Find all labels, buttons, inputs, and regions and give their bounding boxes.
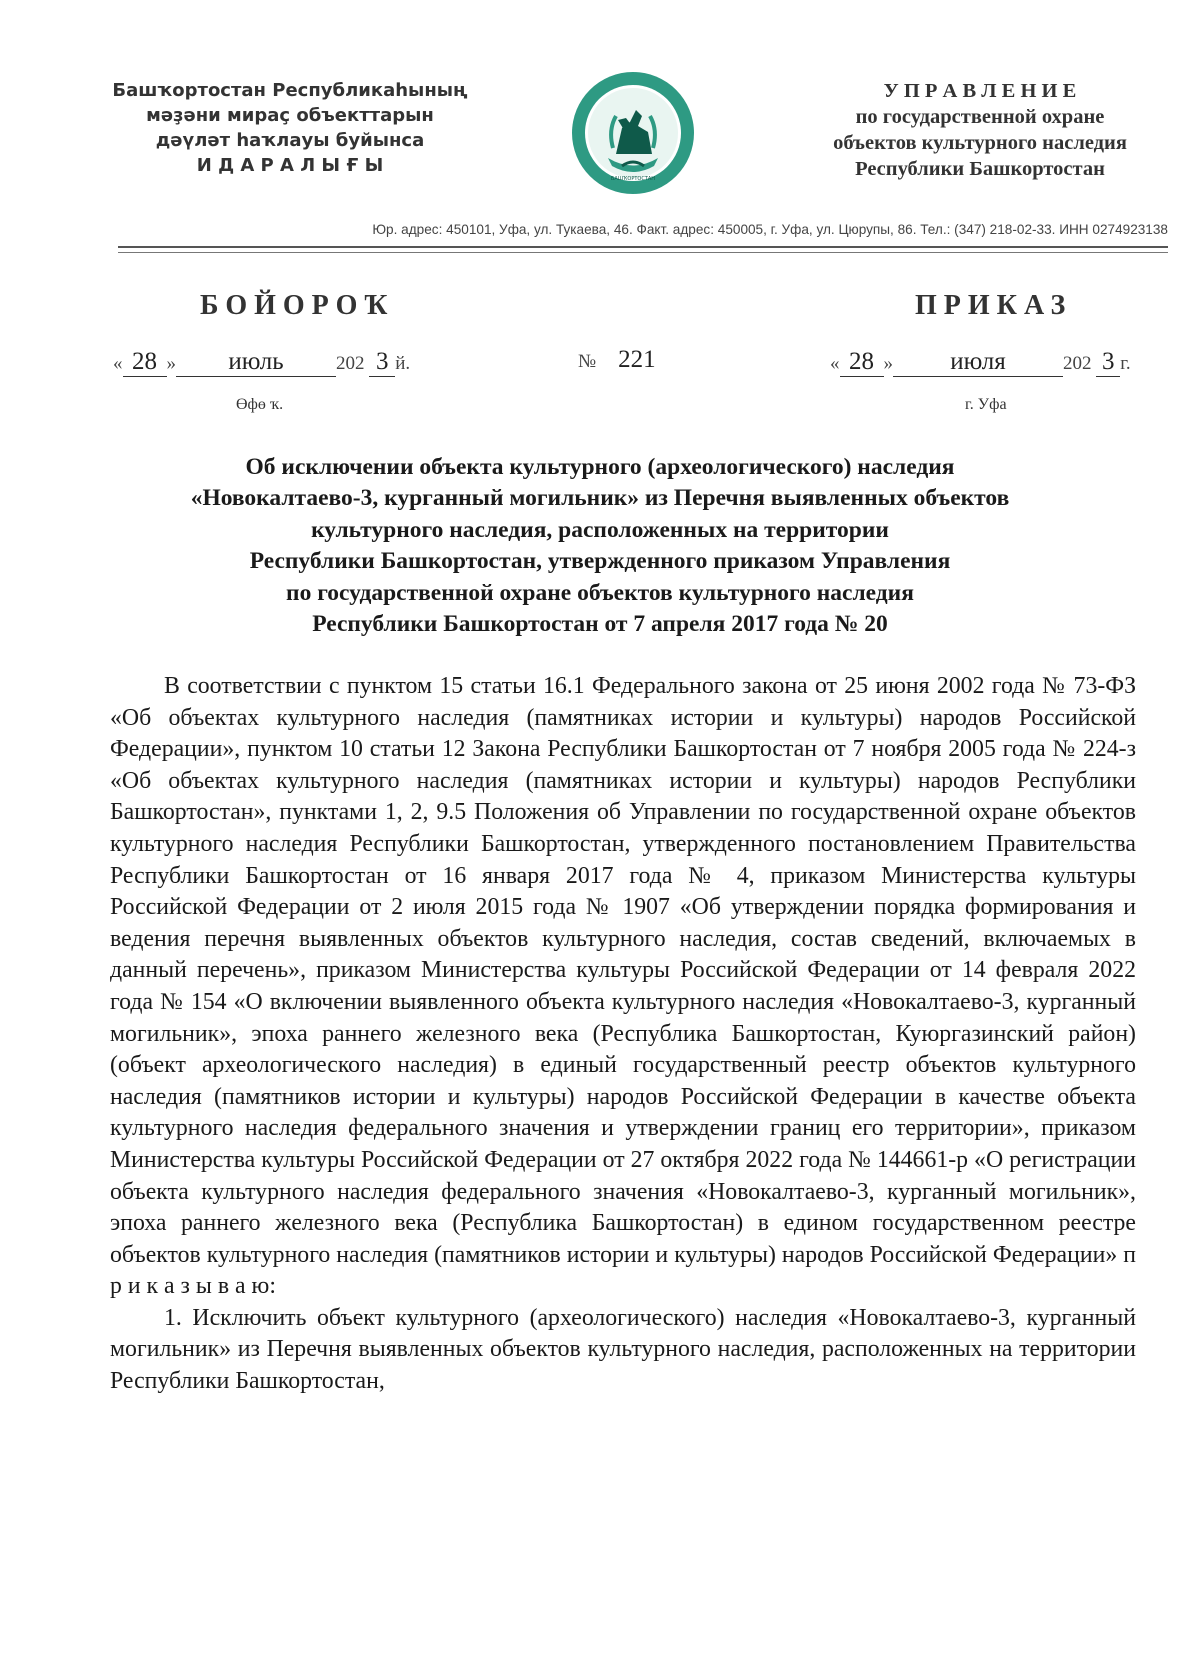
issuer-name-russian bbox=[790, 78, 1170, 182]
order-number bbox=[578, 346, 656, 374]
clause-1-paragraph: 1. Исключить объект культурного (археологического) наследия «Новокалтаево-3, курганный могильник» из Перечня выявленных объектов культурного наследия, расположенных на территории Республики Башкортостан, bbox=[110, 1304, 1136, 1395]
issuer-line: мәҙәни мираҫ объекттарын bbox=[146, 105, 434, 126]
year-prefix: 202 bbox=[1063, 353, 1092, 374]
issuer-line: И Д А Р А Л Ы Ғ Ы bbox=[196, 155, 384, 176]
quote-close: » bbox=[883, 353, 893, 374]
title-line: по государственной охране объектов культурного наследия bbox=[286, 579, 914, 606]
year-digit: 3 bbox=[1096, 348, 1120, 377]
requisites-line: Юр. адрес: 450101, Уфа, ул. Тукаева, 46. Факт. адрес: 450005, г. Уфа, ул. Цюрупы, 86. Тел.: (347) 218-02-33. ИНН 0274923138 bbox=[372, 222, 1168, 237]
issuer-line: Республики Башкортостан bbox=[855, 158, 1105, 180]
issuer-line: У П Р А В Л Е Н И Е bbox=[883, 80, 1077, 102]
emblem-icon bbox=[570, 70, 696, 196]
preamble-paragraph: В соответствии с пунктом 15 статьи 16.1 Федерального закона от 25 июня 2002 года № 73-ФЗ «Об объектах культурного наследия (памятниках истории и культуры) народов Российской Федерации», пунктом 10 статьи 12 Закона Республики Башкортостан от 7 ноября 2005 года № 224-з «Об объектах культурного наследия (памятниках истории и культуры) народов Республики Башкортостан», пунктами 1, 2, 9.5 Положения об Управлении по государственной охране объектов культурного наследия Республики Башкортостан, утвержденного постановлением Правительства Республики Башкортостан от 16 января 2017 года № 4, приказом Министерства культуры Российской Федерации от 2 июля 2015 года № 1907 «Об утверждении порядка формирования и ведения перечня выявленных объектов культурного наследия, состав сведений, включаемых в данный перечень», приказом Министерства культуры Российской Федерации от 14 февраля 2022 года № 154 «О включении выявленного объекта культурного наследия «Новокалтаево-3, курганный могильник», эпоха раннего железного века (Республика Башкортостан, Куюргазинский район) (объект археологического наследия) в единый государственный реестр объектов культурного наследия (памятников истории и культуры) народов Российской Федерации в качестве объекта культурного наследия федерального значения и утверждении границ его территории», приказом Министерства культуры Российской Федерации от 27 октября 2022 года № 144661-р «О регистрации объекта культурного наследия федерального значения «Новокалтаево-3, курганный могильник», эпоха раннего железного века (Республика Башкортостан) в едином государственном реестре объектов культурного наследия (памятников истории и культуры) народов Российской Федерации» п р и к а з ы в а ю: bbox=[110, 673, 1136, 1300]
issuer-name-bashkir bbox=[95, 78, 485, 178]
emblem-caption: БАШҠОРТОСТАН bbox=[610, 176, 656, 182]
doc-type-bashkir: БОЙОРОҠ bbox=[200, 290, 395, 321]
date-day: 28 bbox=[123, 348, 167, 377]
title-line: Об исключении объекта культурного (археологического) наследия bbox=[245, 454, 955, 480]
number-sign: № bbox=[578, 351, 597, 372]
issuer-line: объектов культурного наследия bbox=[833, 132, 1127, 154]
date-suffix: й. bbox=[395, 353, 411, 374]
header-divider bbox=[118, 246, 1168, 248]
quote-open: « bbox=[830, 353, 840, 374]
year-prefix: 202 bbox=[336, 353, 365, 374]
doc-type-russian: ПРИКАЗ bbox=[915, 290, 1073, 321]
date-month: июля bbox=[893, 348, 1063, 377]
date-left bbox=[113, 348, 410, 377]
title-line: Республики Башкортостан, утвержденного приказом Управления bbox=[249, 548, 951, 575]
order-body bbox=[110, 671, 1136, 1398]
issuer-line: Башҡортостан Республикаһының bbox=[112, 80, 468, 101]
city-bashkir: Өфө ҡ. bbox=[236, 396, 284, 413]
header-divider-thin bbox=[118, 252, 1168, 253]
city-russian: г. Уфа bbox=[965, 396, 1007, 413]
title-line: культурного наследия, расположенных на территории bbox=[311, 516, 889, 543]
year-digit: 3 bbox=[369, 348, 395, 377]
number-value: 221 bbox=[618, 346, 656, 373]
issuer-line: по государственной охране bbox=[855, 106, 1105, 128]
title-line: Республики Башкортостан от 7 апреля 2017 года № 20 bbox=[312, 611, 888, 638]
order-title bbox=[110, 452, 1090, 640]
date-right bbox=[830, 348, 1131, 377]
date-month: июль bbox=[176, 348, 336, 377]
quote-open: « bbox=[113, 353, 123, 374]
issuer-line: дәүләт һаҡлауы буйынса bbox=[155, 130, 425, 151]
date-day: 28 bbox=[840, 348, 884, 377]
quote-close: » bbox=[166, 353, 176, 374]
date-suffix: г. bbox=[1120, 353, 1131, 374]
title-line: «Новокалтаево-3, курганный могильник» из Перечня выявленных объектов bbox=[190, 485, 1010, 512]
